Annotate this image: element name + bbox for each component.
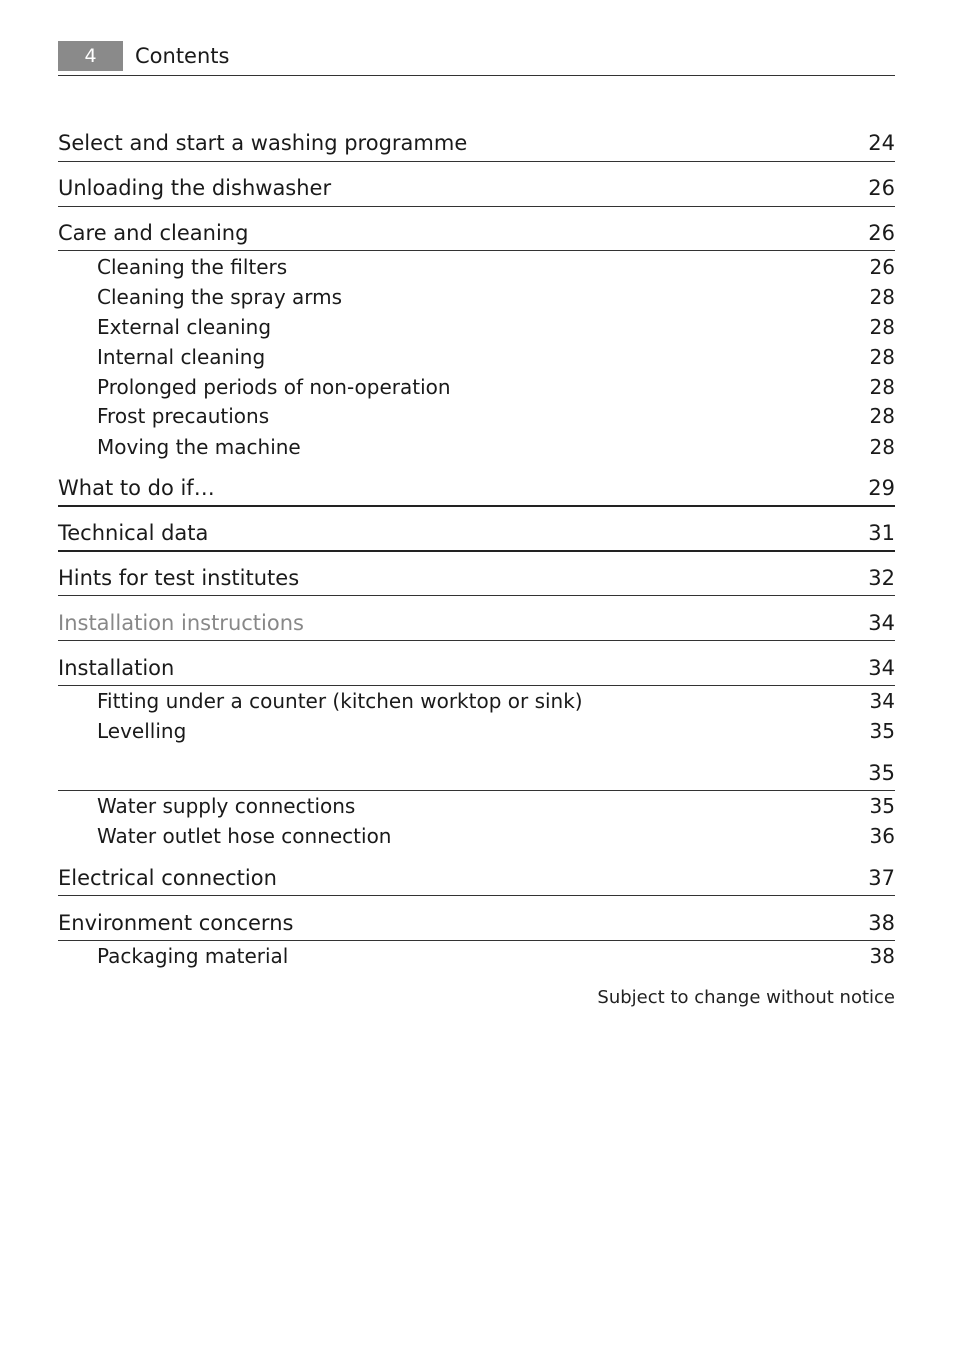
toc-divider — [58, 550, 895, 552]
toc-entry-title: Water supply connections — [97, 794, 356, 818]
toc-entry-page: 28 — [869, 315, 895, 339]
toc-subentry-packaging[interactable] — [58, 941, 895, 971]
toc-entry-page: 34 — [868, 611, 895, 635]
toc-entry-electrical[interactable] — [58, 863, 895, 893]
toc-entry-title: What to do if… — [58, 476, 215, 500]
toc-entry-page: 26 — [868, 221, 895, 245]
toc-entry-page: 36 — [869, 824, 895, 848]
toc-entry-title: Prolonged periods of non-operation — [97, 375, 451, 399]
toc-divider — [58, 206, 895, 207]
toc-entry-page: 35 — [869, 719, 895, 743]
toc-subentry-water-supply[interactable] — [58, 791, 895, 821]
toc-entry-page: 28 — [869, 404, 895, 428]
toc-entry-care-cleaning[interactable] — [58, 218, 895, 248]
toc-entry-title: Water outlet hose connection — [97, 824, 392, 848]
toc-entry-page: 29 — [868, 476, 895, 500]
toc-entry-title: Packaging material — [97, 944, 289, 968]
toc-entry-title: Environment concerns — [58, 911, 294, 935]
toc-subentry-cleaning-filters[interactable] — [58, 252, 895, 282]
toc-divider — [58, 895, 895, 896]
toc-subentry-fitting-counter[interactable] — [58, 686, 895, 716]
toc-entry-page: 34 — [868, 656, 895, 680]
toc-entry-technical-data[interactable] — [58, 518, 895, 548]
toc-entry-page: 31 — [868, 521, 895, 545]
toc-entry-page: 35 — [868, 761, 895, 785]
toc-entry-page: 26 — [869, 255, 895, 279]
toc-entry-select-programme[interactable] — [58, 128, 895, 158]
toc-subentry-levelling[interactable] — [58, 716, 895, 746]
page-header — [58, 41, 895, 71]
toc-entry-page: 28 — [869, 375, 895, 399]
toc-divider — [58, 595, 895, 596]
toc-entry-title: Levelling — [97, 719, 187, 743]
toc-entry-page: 26 — [868, 176, 895, 200]
toc-subentry-external-cleaning[interactable] — [58, 312, 895, 342]
toc-entry-page: 35 — [869, 794, 895, 818]
page-number-badge: 4 — [58, 41, 123, 71]
toc-entry-title: Moving the machine — [97, 435, 301, 459]
toc-entry-title: Select and start a washing programme — [58, 131, 468, 155]
toc-entry-page: 28 — [869, 345, 895, 369]
toc-entry-title: Hints for test institutes — [58, 566, 300, 590]
toc-entry-environment[interactable] — [58, 908, 895, 938]
toc-entry-title: External cleaning — [97, 315, 272, 339]
toc-divider — [58, 790, 895, 791]
toc-subentry-frost[interactable] — [58, 401, 895, 431]
toc-entry-page: 38 — [869, 944, 895, 968]
toc-entry-page: 37 — [868, 866, 895, 890]
toc-entry-title: Cleaning the filters — [97, 255, 288, 279]
toc-entry-title: Fitting under a counter (kitchen worktop or sink) — [97, 689, 583, 713]
toc-entry-installation[interactable] — [58, 653, 895, 683]
toc-entry-title: Installation instructions — [58, 611, 304, 635]
toc-entry-title: Cleaning the spray arms — [97, 285, 343, 309]
toc-entry-what-to-do[interactable] — [58, 473, 895, 503]
toc-divider — [58, 250, 895, 251]
toc-subentry-non-operation[interactable] — [58, 372, 895, 402]
change-notice: Subject to change without notice — [597, 987, 895, 1008]
toc-subentry-moving[interactable] — [58, 432, 895, 462]
toc-entry-page: 24 — [868, 131, 895, 155]
toc-entry-title: Care and cleaning — [58, 221, 249, 245]
toc-entry-title: Internal cleaning — [97, 345, 266, 369]
toc-entry-hints[interactable] — [58, 563, 895, 593]
toc-divider — [58, 505, 895, 507]
toc-subentry-water-outlet[interactable] — [58, 821, 895, 851]
toc-entry-page: 28 — [869, 285, 895, 309]
toc-entry-title: Technical data — [58, 521, 209, 545]
toc-entry-title: Electrical connection — [58, 866, 277, 890]
toc-entry-untitled[interactable] — [58, 758, 895, 788]
toc-entry-title: Unloading the dishwasher — [58, 176, 332, 200]
toc-entry-page: 38 — [868, 911, 895, 935]
section-title: Contents — [135, 44, 230, 68]
toc-entry-page: 28 — [869, 435, 895, 459]
toc-entry-page: 32 — [868, 566, 895, 590]
toc-divider — [58, 685, 895, 686]
toc-divider — [58, 161, 895, 162]
toc-subentry-internal-cleaning[interactable] — [58, 342, 895, 372]
toc-entry-title: Installation — [58, 656, 175, 680]
toc-entry-title: Frost precautions — [97, 404, 270, 428]
toc-divider — [58, 640, 895, 641]
toc-entry-unloading[interactable] — [58, 173, 895, 203]
toc-subentry-spray-arms[interactable] — [58, 282, 895, 312]
header-divider — [58, 75, 895, 76]
toc-entry-page: 34 — [869, 689, 895, 713]
toc-divider — [58, 940, 895, 941]
toc-entry-installation-instructions[interactable] — [58, 608, 895, 638]
